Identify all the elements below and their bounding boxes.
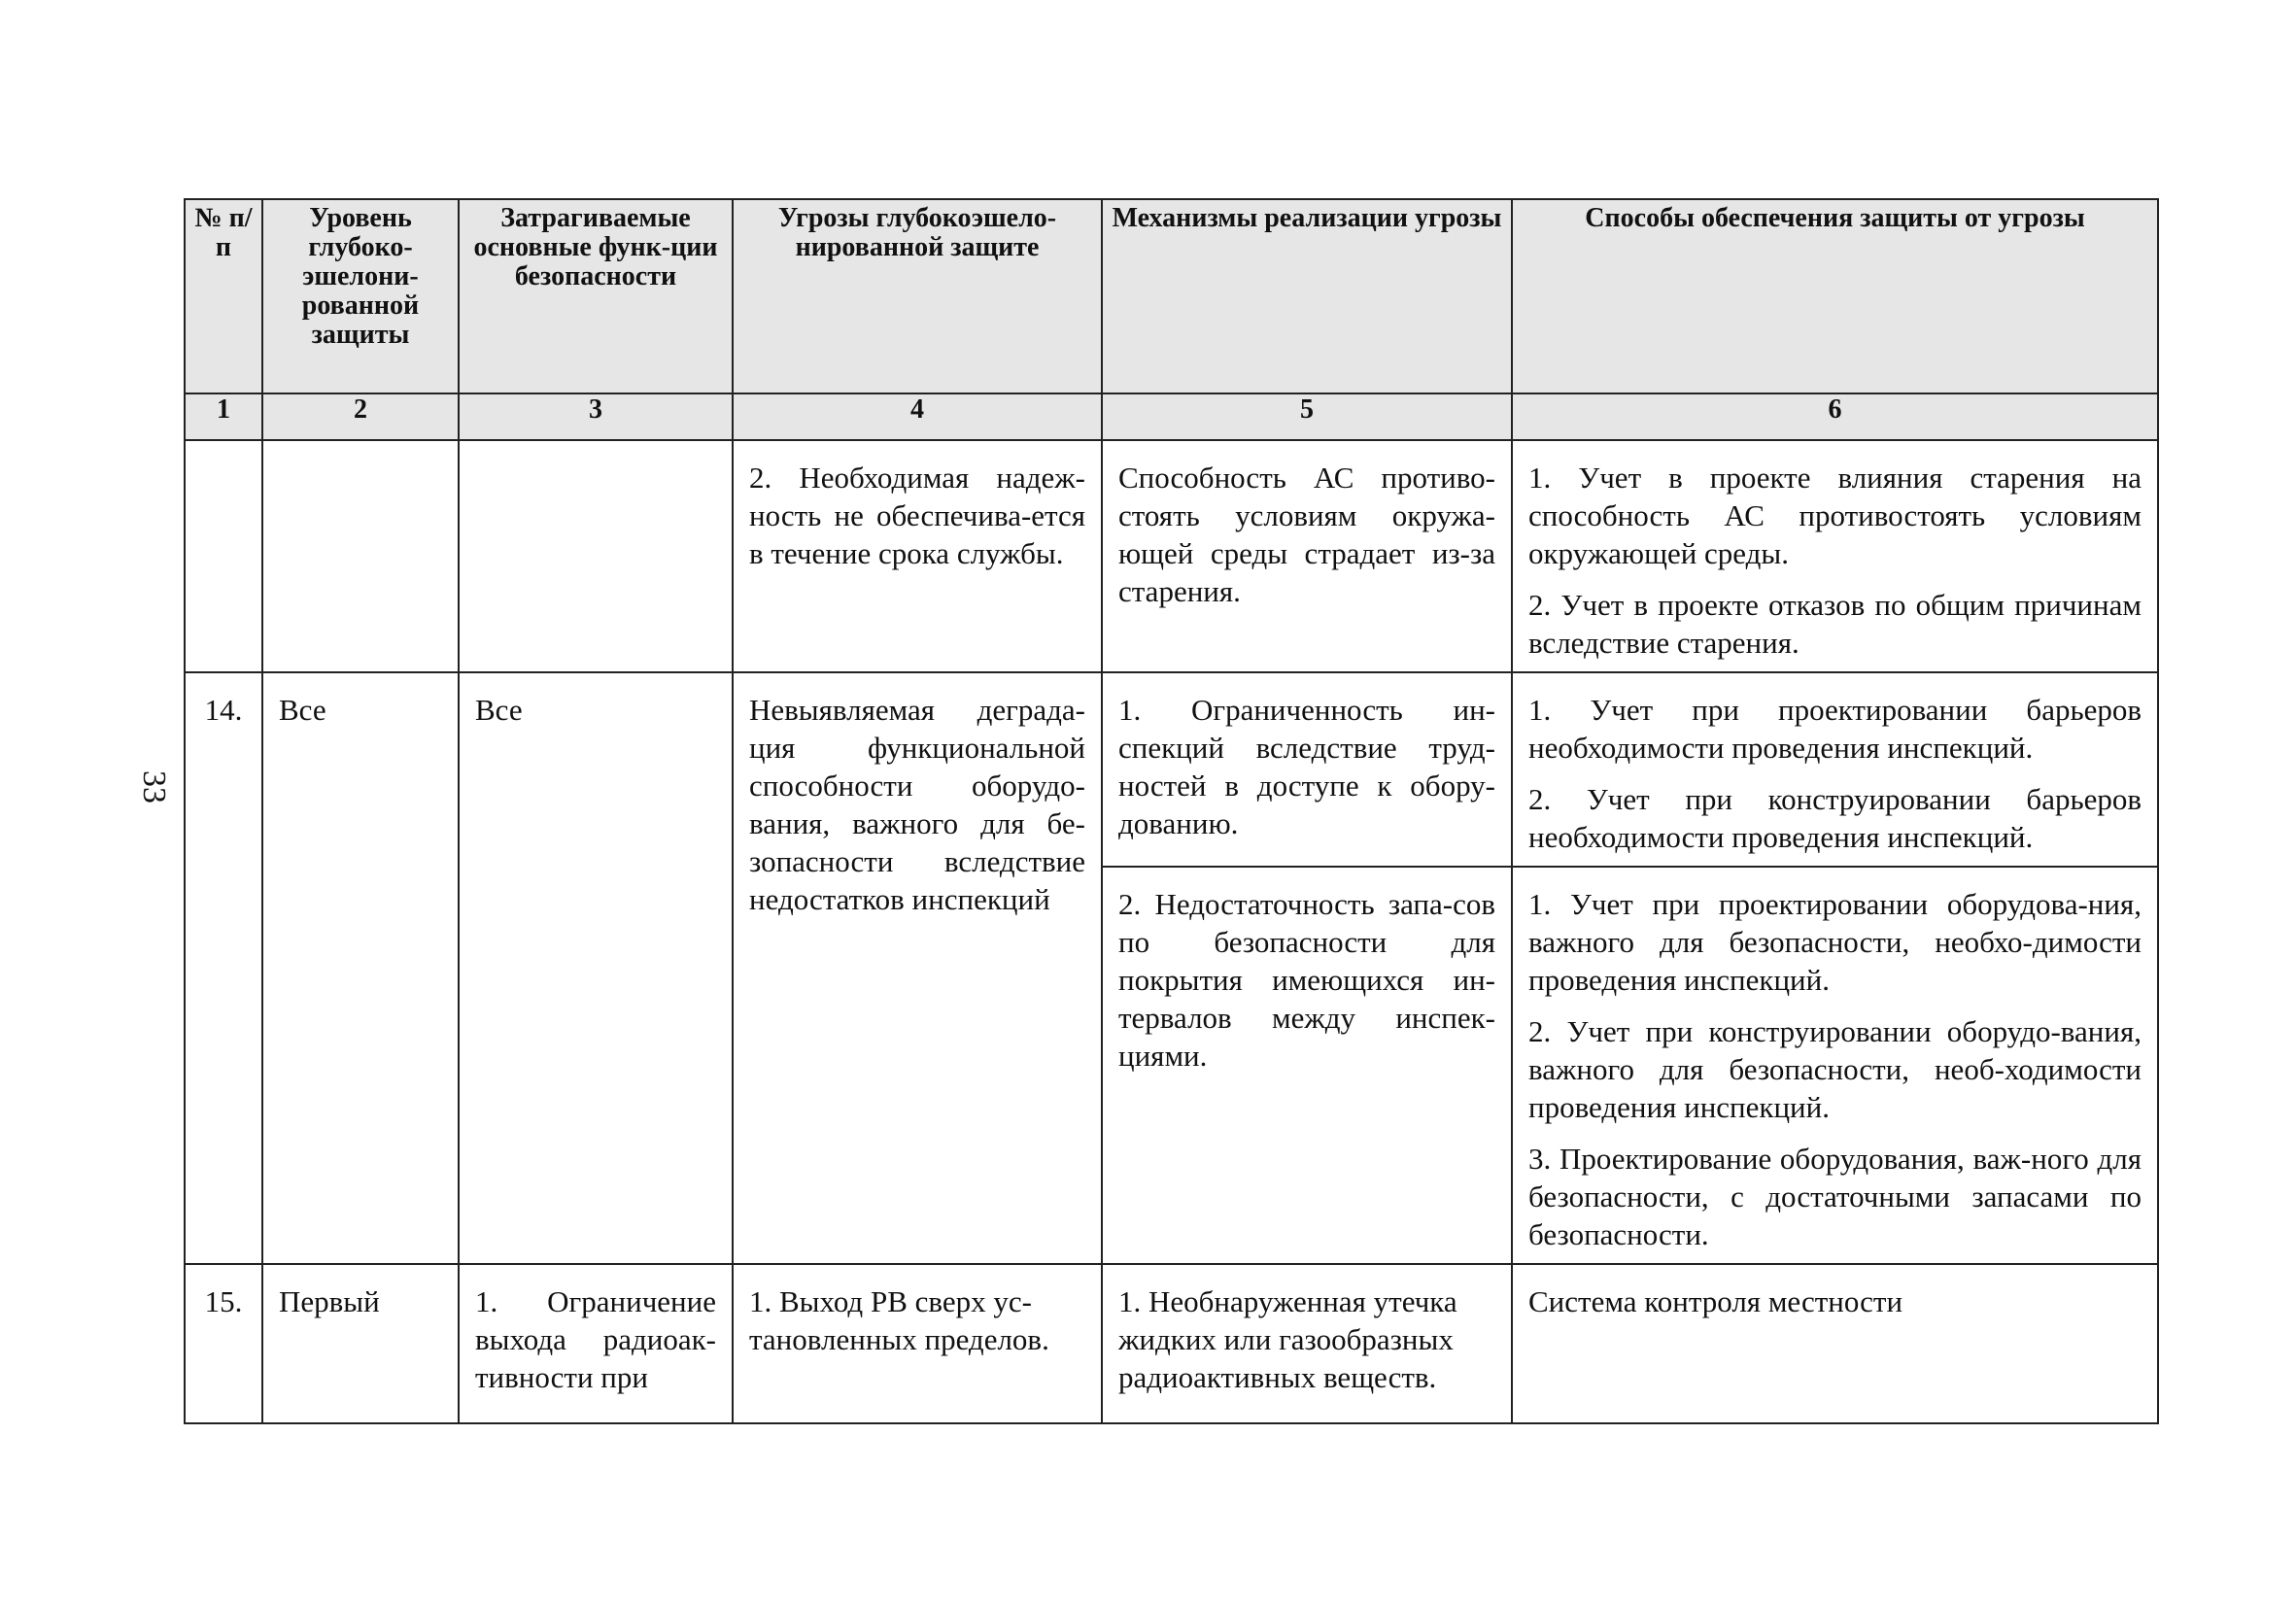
header-cell: Угрозы глубокоэшело-нированной защите — [733, 199, 1102, 393]
column-number: 6 — [1512, 393, 2158, 440]
measure-item: 3. Проектирование оборудования, важ-ного для безопасности, с достаточными запасами по безопасности. — [1528, 1142, 2142, 1251]
column-number: 1 — [185, 393, 262, 440]
threats-table — [184, 198, 2159, 1424]
mechanism-cell: 1. Необнаруженная утечка жидких или газообразных радиоактивных веществ. — [1102, 1264, 1512, 1423]
threat-cell: 1. Выход РВ сверх ус-тановленных пределов. — [733, 1264, 1102, 1423]
header-cell: Затрагиваемые основные функ-ции безопасности — [459, 199, 733, 393]
column-number: 4 — [733, 393, 1102, 440]
measure-item: 1. Учет при проектировании барьеров необходимости проведения инспекций. — [1528, 693, 2142, 765]
measure-item: 1. Учет в проекте влияния старения на способность АС противостоять условиям окружающей среды. — [1528, 461, 2142, 570]
mechanism-cell: 2. Недостаточность запа-сов по безопасности для покрытия имеющихся ин-тервалов между инспек-циями. — [1102, 867, 1512, 1264]
measures-cell: Система контроля местности — [1512, 1264, 2158, 1423]
table-row — [185, 672, 2158, 867]
threat-cell: Невыявляемая деграда-ция функциональной способности оборудо-вания, важного для бе-зопасности вследствие недостатков инспекций — [733, 672, 1102, 1264]
measure-item: 1. Учет при проектировании оборудова-ния, важного для безопасности, необхо-димости проведения инспекций. — [1528, 887, 2142, 997]
page-number: 33 — [136, 770, 172, 803]
table-header-row — [185, 199, 2158, 393]
header-cell: Уровень глубоко-эшелони-рованной защиты — [262, 199, 459, 393]
num-cell: 15. — [185, 1264, 262, 1423]
level-cell: Все — [262, 672, 459, 1264]
measure-item: 2. Учет при конструировании барьеров необходимости проведения инспекций. — [1528, 782, 2142, 854]
measures-cell — [1512, 867, 2158, 1264]
column-number: 2 — [262, 393, 459, 440]
header-cell: Механизмы реализации угрозы — [1102, 199, 1512, 393]
functions-cell: 1. Ограничение выхода радиоак-тивности при — [459, 1264, 733, 1423]
threat-cell: 2. Необходимая надеж-ность не обеспечива-ется в течение срока службы. — [733, 440, 1102, 672]
measure-item: 2. Учет при конструировании оборудо-вания, важного для безопасности, необ-ходимости проведения инспекций. — [1528, 1014, 2142, 1124]
functions-cell: Все — [459, 672, 733, 1264]
num-cell — [185, 440, 262, 672]
measures-cell — [1512, 672, 2158, 867]
measures-cell — [1512, 440, 2158, 672]
table-row — [185, 1264, 2158, 1423]
measure-item: 2. Учет в проекте отказов по общим причинам вследствие старения. — [1528, 588, 2142, 660]
level-cell — [262, 440, 459, 672]
column-number: 5 — [1102, 393, 1512, 440]
column-number: 3 — [459, 393, 733, 440]
header-cell: № п/п — [185, 199, 262, 393]
table-row — [185, 440, 2158, 672]
mechanism-cell: 1. Ограниченность ин-спекций вследствие труд-ностей в доступе к обору-дованию. — [1102, 672, 1512, 867]
functions-cell — [459, 440, 733, 672]
num-cell: 14. — [185, 672, 262, 1264]
level-cell: Первый — [262, 1264, 459, 1423]
column-number-row — [185, 393, 2158, 440]
header-cell: Способы обеспечения защиты от угрозы — [1512, 199, 2158, 393]
mechanism-cell: Способность АС противо-стоять условиям окружа-ющей среды страдает из-за старения. — [1102, 440, 1512, 672]
